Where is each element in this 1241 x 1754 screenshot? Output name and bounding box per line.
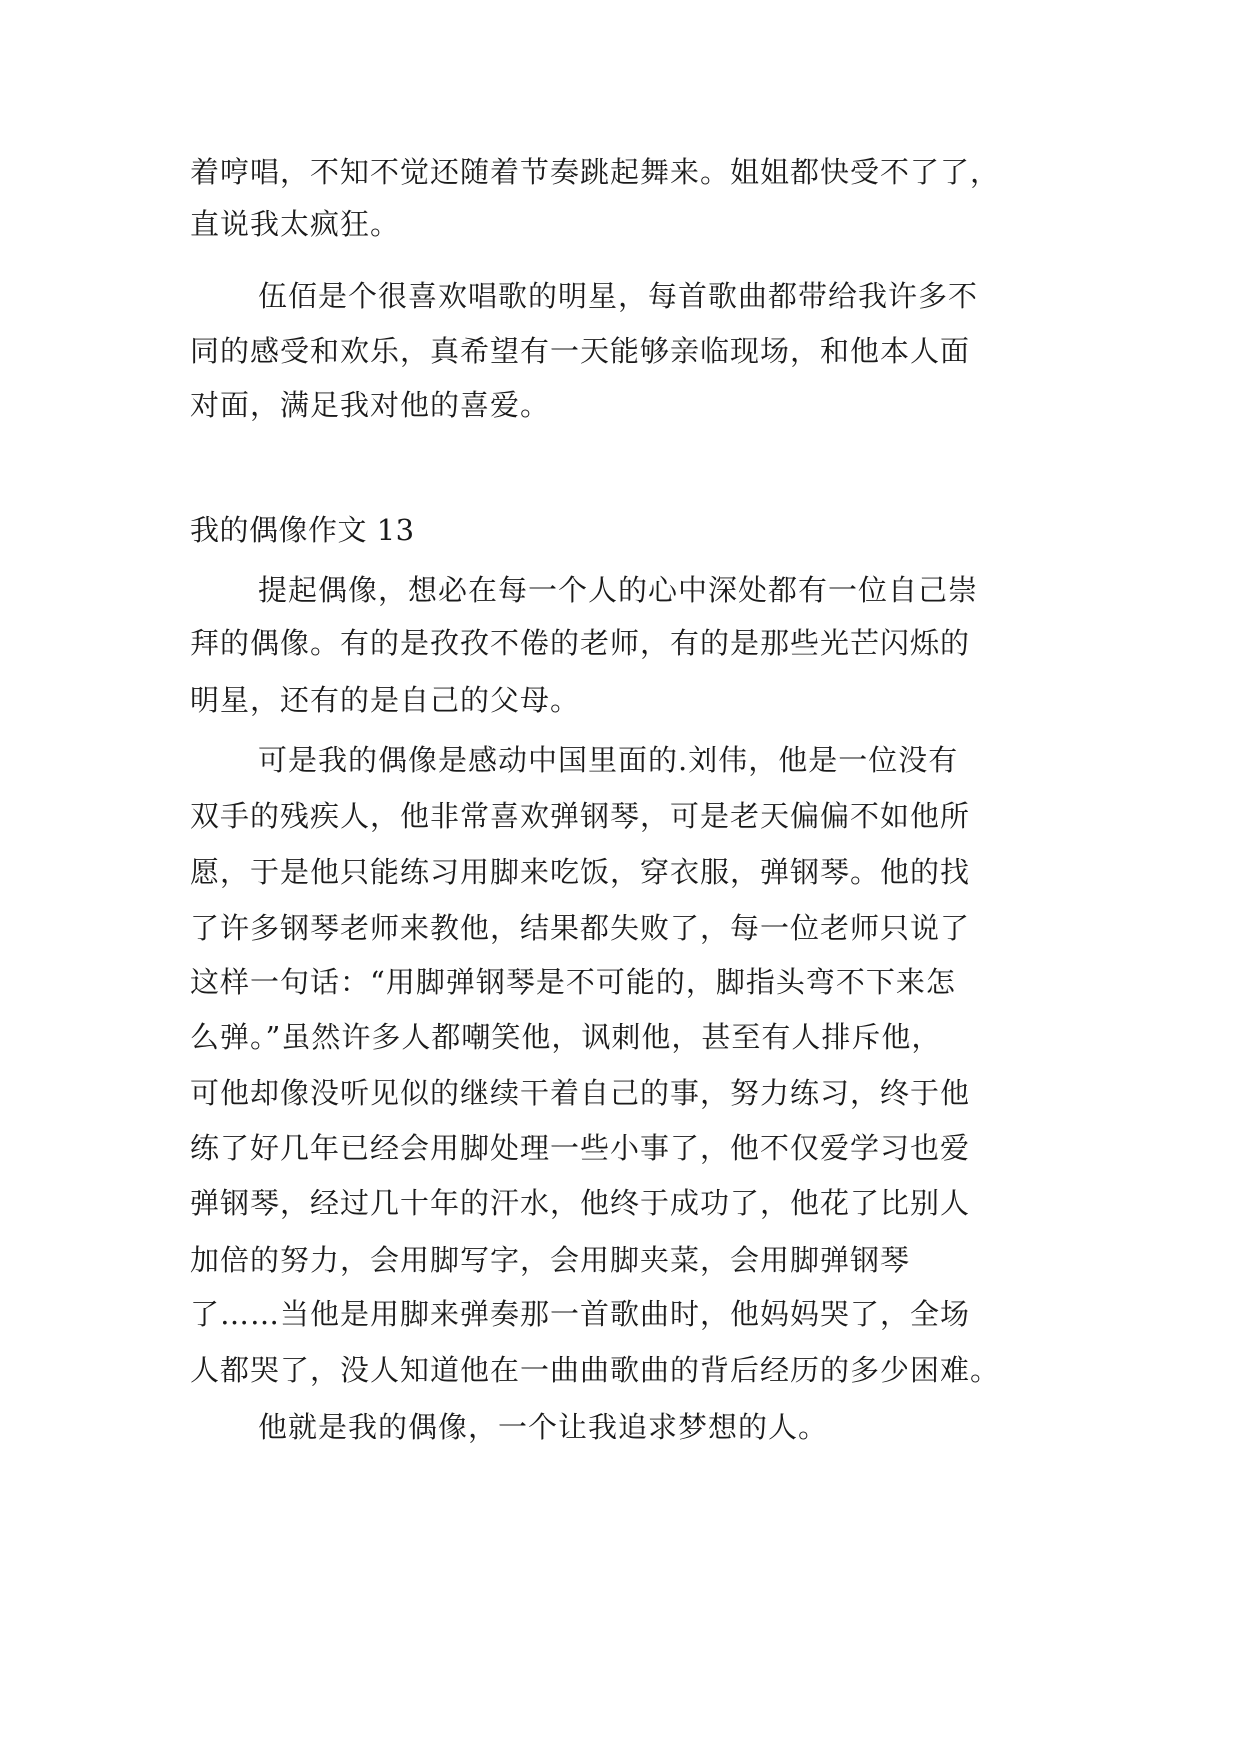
- text-line: 了……当他是用脚来弹奏那一首歌曲时，他妈妈哭了，全场: [190, 1297, 971, 1331]
- text-line: 了许多钢琴老师来教他，结果都失败了，每一位老师只说了: [190, 911, 971, 945]
- text-line: 拜的偶像。有的是孜孜不倦的老师，有的是那些光芒闪烁的: [190, 626, 971, 660]
- text-line: 对面，满足我对他的喜爱。: [190, 388, 551, 422]
- paragraph-first-line: 他就是我的偶像，一个让我追求梦想的人。: [258, 1410, 829, 1444]
- text-line: 人都哭了，没人知道他在一曲曲歌曲的背后经历的多少困难。: [190, 1353, 1001, 1387]
- paragraph-first-line: 可是我的偶像是感动中国里面的.刘伟，他是一位没有: [258, 743, 959, 777]
- text-line: 直说我太疯狂。: [190, 207, 401, 241]
- text-line: 加倍的努力，会用脚写字，会用脚夹菜，会用脚弹钢琴: [190, 1243, 911, 1277]
- text-line: 着哼唱，不知不觉还随着节奏跳起舞来。姐姐都快受不了了，: [190, 155, 1001, 189]
- text-line: 么弹。”虽然许多人都嘲笑他，讽刺他，甚至有人排斥他，: [190, 1020, 942, 1054]
- paragraph-first-line: 伍佰是个很喜欢唱歌的明星，每首歌曲都带给我许多不: [258, 279, 979, 313]
- text-line: 可他却像没听见似的继续干着自己的事，努力练习，终于他: [190, 1076, 971, 1110]
- section-heading: 我的偶像作文 13: [190, 513, 415, 547]
- text-line: 明星，还有的是自己的父母。: [190, 683, 581, 717]
- text-line: 弹钢琴，经过几十年的汗水，他终于成功了，他花了比别人: [190, 1186, 971, 1220]
- paragraph-first-line: 提起偶像，想必在每一个人的心中深处都有一位自己崇: [258, 573, 979, 607]
- text-line: 愿，于是他只能练习用脚来吃饭，穿衣服，弹钢琴。他的找: [190, 855, 971, 889]
- text-line: 同的感受和欢乐，真希望有一天能够亲临现场，和他本人面: [190, 334, 971, 368]
- text-line: 这样一句话：“用脚弹钢琴是不可能的，脚指头弯不下来怎: [190, 965, 956, 999]
- text-line: 练了好几年已经会用脚处理一些小事了，他不仅爱学习也爱: [190, 1131, 971, 1165]
- text-line: 双手的残疾人，他非常喜欢弹钢琴，可是老天偏偏不如他所: [190, 799, 971, 833]
